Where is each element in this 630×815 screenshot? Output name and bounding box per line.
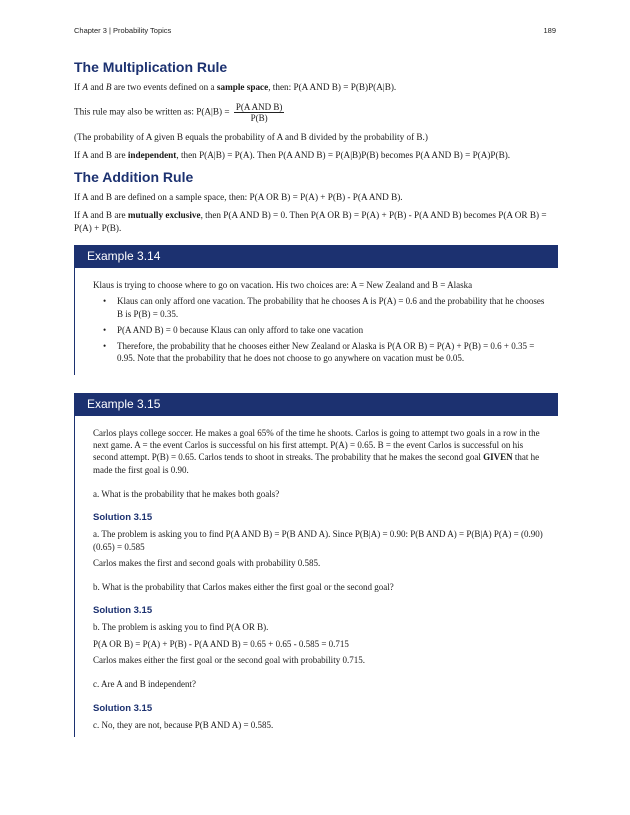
- list-item: • Therefore, the probability that he chooses either New Zealand or Alaska is P(A OR B) = P(A) + P(B) = 0.6 + 0.35 = 0.95. Note that the probability that he does not choose to go anywhere on vacation must be 0.05.: [117, 340, 546, 365]
- independent-rule: [74, 149, 558, 162]
- solution-b-conclusion: Carlos makes either the first goal or the second goal with probability 0.715.: [93, 655, 365, 666]
- example-3-14: [74, 245, 558, 375]
- page-content: [74, 58, 558, 737]
- term-mutually-exclusive: mutually exclusive: [127, 210, 201, 220]
- solution-heading: Solution 3.15: [93, 512, 153, 524]
- text-run: , then: P(A AND B) = P(B)P(A|B).: [268, 82, 397, 92]
- multiplication-rule-definition: [74, 81, 558, 94]
- text-run: If A and B are: [74, 210, 128, 220]
- text-run: that he made the first goal is 0.90.: [93, 452, 540, 475]
- example-intro: [93, 427, 546, 476]
- fraction: [234, 102, 285, 123]
- example-intro: Klaus is trying to choose where to go on vacation. His two choices are: A = New Zealand and B = Alaska: [93, 280, 473, 290]
- conditional-explanation: (The probability of A given B equals the probability of A and B divided by the probability of B.): [74, 131, 428, 142]
- page-number: 189: [543, 26, 556, 35]
- text-run: and: [88, 82, 106, 92]
- conditional-formula: [74, 102, 558, 123]
- text-run: B: [105, 82, 112, 92]
- text-run: If: [74, 82, 83, 92]
- fraction-denominator: P(B): [250, 112, 268, 123]
- list-item: • Klaus can only afford one vacation. The probability that he chooses A is P(A) = 0.6 and the probability that he chooses B is P(B) = 0.35.: [117, 295, 546, 320]
- text-run: , then P(A|B) = P(A). Then P(A AND B) = P(A|B)P(B) becomes P(A AND B) = P(A)P(B).: [176, 150, 511, 160]
- solution-heading: Solution 3.15: [93, 605, 153, 617]
- mutually-exclusive-rule: [74, 209, 558, 234]
- multiplication-rule-heading: The Multiplication Rule: [74, 59, 228, 75]
- solution-b-formula: P(A OR B) = P(A) + P(B) - P(A AND B) = 0.65 + 0.65 - 0.585 = 0.715: [93, 638, 349, 649]
- list-item: • P(A AND B) = 0 because Klaus can only afford to take one vacation: [117, 324, 546, 336]
- text-run: are two events defined on a: [111, 82, 217, 92]
- solution-heading: Solution 3.15: [93, 702, 153, 714]
- addition-rule-heading: The Addition Rule: [74, 168, 194, 185]
- text-run: A: [82, 82, 89, 92]
- question-a: a. What is the probability that he makes both goals?: [93, 488, 280, 499]
- text-run: This rule may also be written as: P(A|B) =: [74, 106, 232, 117]
- example-body: [74, 416, 558, 737]
- fraction-numerator: P(A AND B): [235, 101, 283, 112]
- solution-b-text: b. The problem is asking you to find P(A OR B).: [93, 622, 269, 633]
- question-c: c. Are A and B independent?: [93, 679, 196, 690]
- text-run: Carlos plays college soccer. He makes a goal 65% of the time he shoots. Carlos is going to attempt two goals in a row in the next game. A = the event Carlos is successful on his first attempt. P(A) = 0.65. B = the event Carlos is successful on his second attempt. P(B) = 0.65. Carlos tends to shoot in streaks. The probability that he makes the second goal: [93, 427, 540, 463]
- text-run: If A and B are: [74, 150, 128, 160]
- example-header: Example 3.14: [74, 245, 558, 268]
- term-independent: independent: [127, 150, 177, 160]
- text-run: , then P(A AND B) = 0. Then P(A OR B) = P(A) + P(B) - P(A AND B) becomes P(A OR B) = P(A) + P(B).: [74, 210, 547, 233]
- solution-a-conclusion: Carlos makes the first and second goals with probability 0.585.: [93, 557, 321, 568]
- question-b: b. What is the probability that Carlos makes either the first goal or the second goal?: [93, 582, 394, 593]
- chapter-title: Chapter 3 | Probability Topics: [74, 26, 172, 35]
- example-3-15: [74, 393, 558, 737]
- example-body: [74, 268, 558, 375]
- solution-c-text: c. No, they are not, because P(B AND A) = 0.585.: [93, 719, 274, 730]
- example-header: Example 3.15: [74, 393, 558, 416]
- term-sample-space: sample space: [216, 82, 269, 92]
- addition-rule-definition: If A and B are defined on a sample space, then: P(A OR B) = P(A) + P(B) - P(A AND B).: [74, 191, 403, 202]
- bullet-list: [93, 295, 546, 364]
- solution-a-text: a. The problem is asking you to find P(A AND B) = P(B AND A). Since P(B|A) = 0.90: P(B AND A) = P(B|A) P(A) = (0.90)(0.65) = 0.585: [93, 529, 543, 552]
- term-given: GIVEN: [483, 452, 513, 463]
